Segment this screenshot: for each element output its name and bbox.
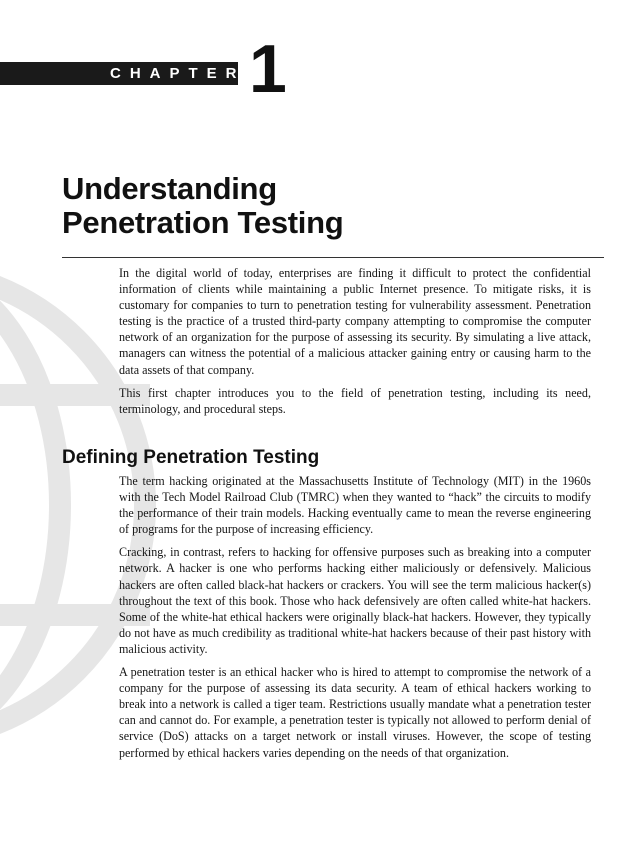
intro-paragraph-1: In the digital world of today, enterprises are finding it difficult to protect the confidential information of clients while maintaining a public Internet presence. To mitigate risks, it is customary for companies to turn to penetration testing for vulnerability assessment. Penetration testing is the practice of a trusted third-party company attempting to compromise the computer network of an organization for the purpose of assessing its security. By simulating a live attack, managers can witness the potential of a malicious attacker gaining entry or causing harm to the data assets of that company. xyxy=(119,266,591,377)
section-paragraph-1: The term hacking originated at the Massachusetts Institute of Technology (MIT) in the 1960s with the Tech Model Railroad Club (TMRC) when they wanted to “hack” the circuits to modify the performance of their train models. Hacking eventually came to mean the reverse engineering of programs for the purpose of increasing efficiency. xyxy=(119,474,591,537)
section-heading: Defining Penetration Testing xyxy=(62,447,320,468)
chapter-title-line-1: Understanding xyxy=(62,171,277,206)
chapter-label: CHAPTER xyxy=(110,65,246,82)
section-paragraph-2: Cracking, in contrast, refers to hacking for offensive purposes such as breaking into a computer network. A hacker is one who performs hacking either maliciously or defensively. Malicious hackers are often called black-hat hackers or crackers. You will see the term malicious hacker(s) throughout the text of this book. Those who hack defensively are often called white-hat hackers. Some of the white-hat ethical hackers were originally black-hat hackers. However, they typically do not have as much credibility as traditional white-hat hackers because of their past history with malicious activity. xyxy=(119,545,591,656)
section-paragraph-3: A penetration tester is an ethical hacker who is hired to attempt to compromise the network of a company for the purpose of assessing its data security. A team of ethical hackers working to break into a network is called a tiger team. Restrictions usually mandate what a penetration tester can and cannot do. For example, a penetration tester is typically not allowed to perform denial of service (DoS) attacks on a target network or install viruses. However, the scope of testing performed by ethical hackers varies depending on the needs of that organization. xyxy=(119,665,591,760)
intro-text xyxy=(119,265,591,424)
chapter-title-line-2: Penetration Testing xyxy=(62,205,344,240)
section-body xyxy=(119,473,591,768)
title-divider xyxy=(62,257,604,258)
chapter-title xyxy=(62,172,343,240)
intro-paragraph-2: This first chapter introduces you to the field of penetration testing, including its need, terminology, and procedural steps. xyxy=(119,385,591,416)
chapter-number: 1 xyxy=(249,31,287,107)
